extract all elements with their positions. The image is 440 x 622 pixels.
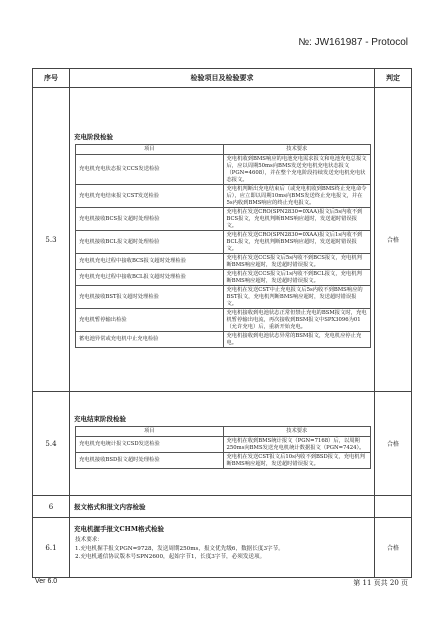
inner-col-req: 技术要求 xyxy=(223,427,371,437)
req-cell: 充电机在发送CST报文后10s内收不到BSD报文，充电机判断BMS响应超时，发送超时错误报文。 xyxy=(223,453,371,469)
table-row xyxy=(76,437,371,453)
section-6-title: 报文格式和报文内容检验 xyxy=(74,503,146,511)
inspection-table xyxy=(32,68,412,578)
charging-stage-table xyxy=(75,144,371,348)
item-cell: 充电机充电过程中接收BCL报文超时处理检验 xyxy=(76,270,224,286)
item-cell: 充电机接收BSD报文超时处理检验 xyxy=(76,453,224,469)
req-cell: 充电机在发送CCS报文后1s内收不到BCL报文，充电机判断BMS响应超时，发送超时错误报文。 xyxy=(223,270,371,286)
section-6-row xyxy=(33,496,412,518)
item-cell: 充电机接收BCL报文超时处理检验 xyxy=(76,231,224,254)
seq-5-3: 5.3 xyxy=(33,88,70,392)
col-seq-header: 序号 xyxy=(33,69,70,88)
req-cell: 充电机判断出充电结束后（或充电机收到BMS终止充电命令后），应立即以周期10ms向BMS发送终止充电报文，并在5s内收到BMS响应的终止充电报文。 xyxy=(223,185,371,208)
item-cell: 蓄电池异常或充电机中止充电检验 xyxy=(76,332,224,348)
document-number: №: JW161987 - Protocol xyxy=(298,37,408,48)
item-cell: 充电机接收BST报文超时处理检验 xyxy=(76,286,224,309)
req-cell: 充电机在发送CST中止充电报文后5s内收不到BMS响应的BST报文，充电机判断BMS响应超时，发送超时错误报文。 xyxy=(223,286,371,309)
req-cell: 充电机接收到电池状态正常但禁止充电的BSM报文时，充电机暂停输出电流，再次接收到BSM报文中SPX3096为01（允许充电）后，重新开始充电。 xyxy=(223,309,371,332)
requirement-line: 技术要求： xyxy=(75,537,103,543)
seq-6-1: 6.1 xyxy=(33,518,70,578)
table-row xyxy=(76,208,371,231)
inner-col-item: 项目 xyxy=(76,427,224,437)
item-cell: 充电机接收BCS报文超时处理检验 xyxy=(76,208,224,231)
req-cell: 充电机在发送CCS报文后5s内收不到BCS报文，充电机判断BMS响应超时，发送超时错误报文。 xyxy=(223,254,371,270)
section-6-1-title: 充电机握手报文CHM格式检验 xyxy=(74,525,165,533)
item-cell: 充电机充电过程中接收BCS报文超时处理检验 xyxy=(76,254,224,270)
item-cell: 充电机充电状态报文CCS发送检验 xyxy=(76,155,224,185)
version-label: Ver 6.0 xyxy=(35,578,58,585)
verdict-6-1: 合格 xyxy=(375,518,412,578)
inner-col-req: 技术要求 xyxy=(223,145,371,155)
table-row xyxy=(76,155,371,185)
col-verdict-header: 判定 xyxy=(375,69,412,88)
seq-5-4: 5.4 xyxy=(33,392,70,496)
table-row xyxy=(76,254,371,270)
page-number: 第 11 页共 20 页 xyxy=(353,579,408,587)
table-row xyxy=(76,270,371,286)
item-cell: 充电机充电结束报文CST发送检验 xyxy=(76,185,224,208)
req-cell: 充电机在发送CRO(SPN2830=0XAA)报文后1s内收不到BCL报文，充电机判断BMS响应超时，发送超时错误报文。 xyxy=(223,231,371,254)
table-row xyxy=(76,453,371,469)
col-items-header: 检验项目及检验要求 xyxy=(70,69,375,88)
verdict-5-3: 合格 xyxy=(375,88,412,392)
seq-6: 6 xyxy=(33,496,70,518)
req-cell: 充电机收到BMS响应的电池充电需求报文和电池充电总报文后，应以周期50ms向BMS发送充电机充电状态报文（PGN=4608），并在整个充电阶段持续发送充电机充电状态报文。 xyxy=(223,155,371,185)
req-cell: 充电机在发送CRO(SPN2830=0XAA)报文后5s内收不到BCS报文，充电机判断BMS响应超时，发送超时错误报文。 xyxy=(223,208,371,231)
requirement-line: 1.充电机握手报文PGN=9728，发送周期250ms，报文优先级6，数据长度3字节。 xyxy=(75,545,284,552)
section-5-3-title: 充电阶段检验 xyxy=(74,133,113,141)
inner-col-item: 项目 xyxy=(76,145,224,155)
section-5-4-title: 充电结束阶段检验 xyxy=(74,415,126,423)
table-row xyxy=(76,309,371,332)
req-cell: 充电机在收到BMS统计报文（PGN=7168）后，以周期250ms向BMS发送充电机统计数据报文（PGN=7424）。 xyxy=(223,437,371,453)
section-5-3-row xyxy=(33,88,412,392)
table-header-row xyxy=(33,69,412,88)
table-row xyxy=(76,185,371,208)
table-row xyxy=(76,286,371,309)
item-cell: 充电机暂停输出检验 xyxy=(76,309,224,332)
section-5-4-row xyxy=(33,392,412,496)
section-6-1-row xyxy=(33,518,412,578)
item-cell: 充电机充电统计报文CSD发送检验 xyxy=(76,437,224,453)
requirement-line: 2.充电机通信协议版本号SPN2600，起始字节1，长度3字节，必须发送项。 xyxy=(75,554,266,560)
table-row xyxy=(76,231,371,254)
table-row xyxy=(76,332,371,348)
verdict-5-4: 合格 xyxy=(375,392,412,496)
req-cell: 充电机接收到电池状态异常的BSM报文，充电机应停止充电。 xyxy=(223,332,371,348)
charging-end-table xyxy=(75,426,371,469)
